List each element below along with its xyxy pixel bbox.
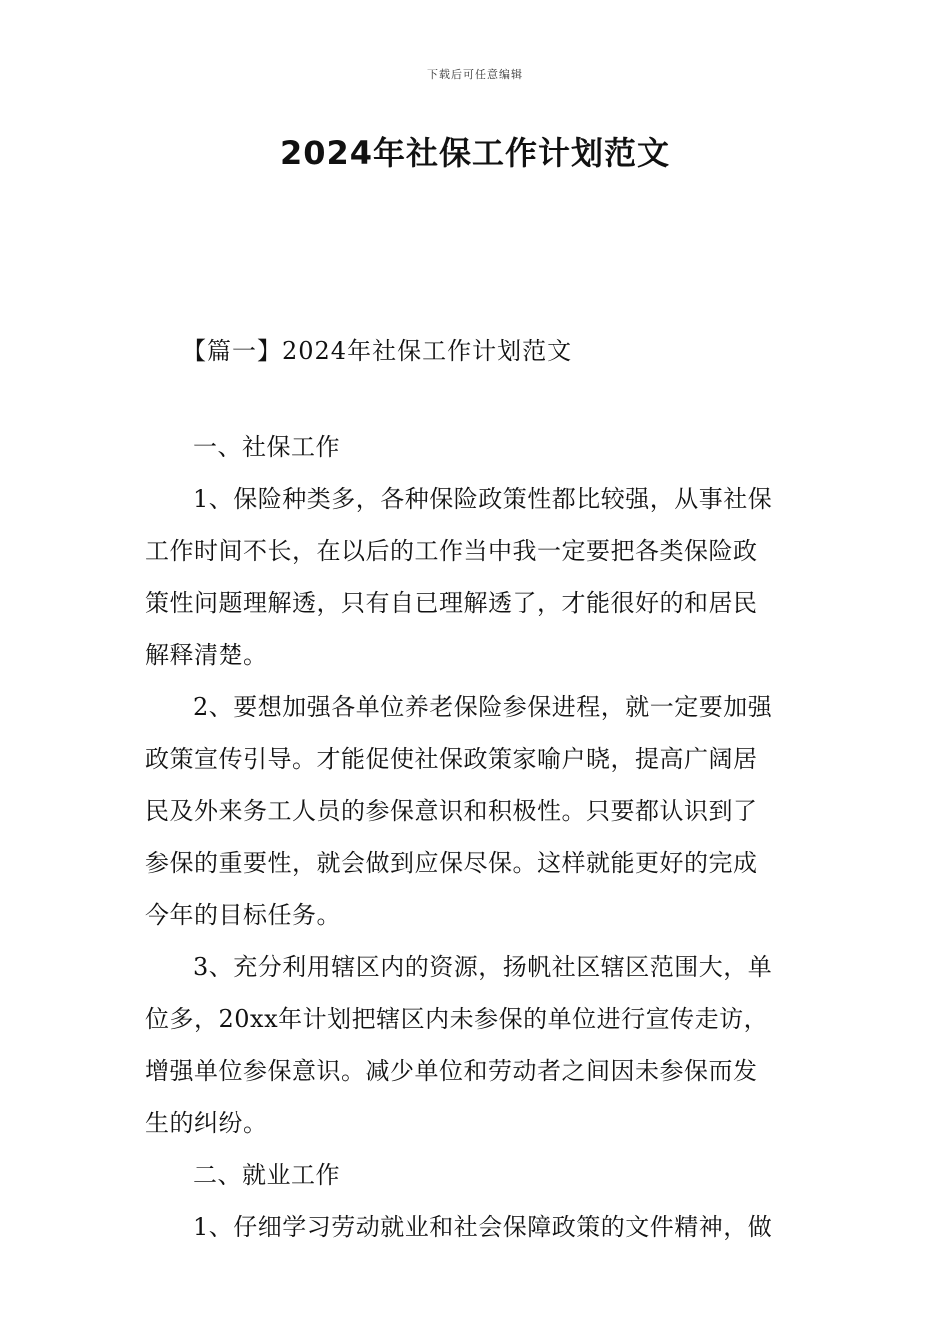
paragraph-item-3: 3、充分利用辖区内的资源，扬帆社区辖区范围大，单 位多，20xx年计划把辖区内未参保的单位进行宣传走访， 增强单位参保意识。减少单位和劳动者之间因未参保而发 生的纠纷。 [145,953,773,1137]
paragraph-item-2: 2、要想加强各单位养老保险参保进程，就一定要加强 政策宣传引导。才能促使社保政策家喻户晓，提高广阔居 民及外来务工人员的参保意识和积极性。只要都认识到了 参保的重要性，就会做到应保尽保。这样就能更好的完成 今年的目标任务。 [145,693,773,929]
document-title: 2024年社保工作计划范文 [279,134,671,172]
header-note: 下载后可任意编辑 [427,68,523,81]
paragraph-employment-item-1: 1、仔细学习劳动就业和社会保障政策的文件精神，做 [193,1213,773,1241]
document-body [145,421,807,1253]
heading-employment-work: 二、就业工作 [193,1161,340,1189]
paragraph-item-1: 1、保险种类多，各种保险政策性都比较强，从事社保 工作时间不长，在以后的工作当中我一定要把各类保险政 策性问题理解透，只有自已理解透了，才能很好的和居民 解释清楚。 [145,485,773,669]
section-heading: 【篇一】2024年社保工作计划范文 [182,337,573,365]
heading-social-security-work: 一、社保工作 [193,433,340,461]
